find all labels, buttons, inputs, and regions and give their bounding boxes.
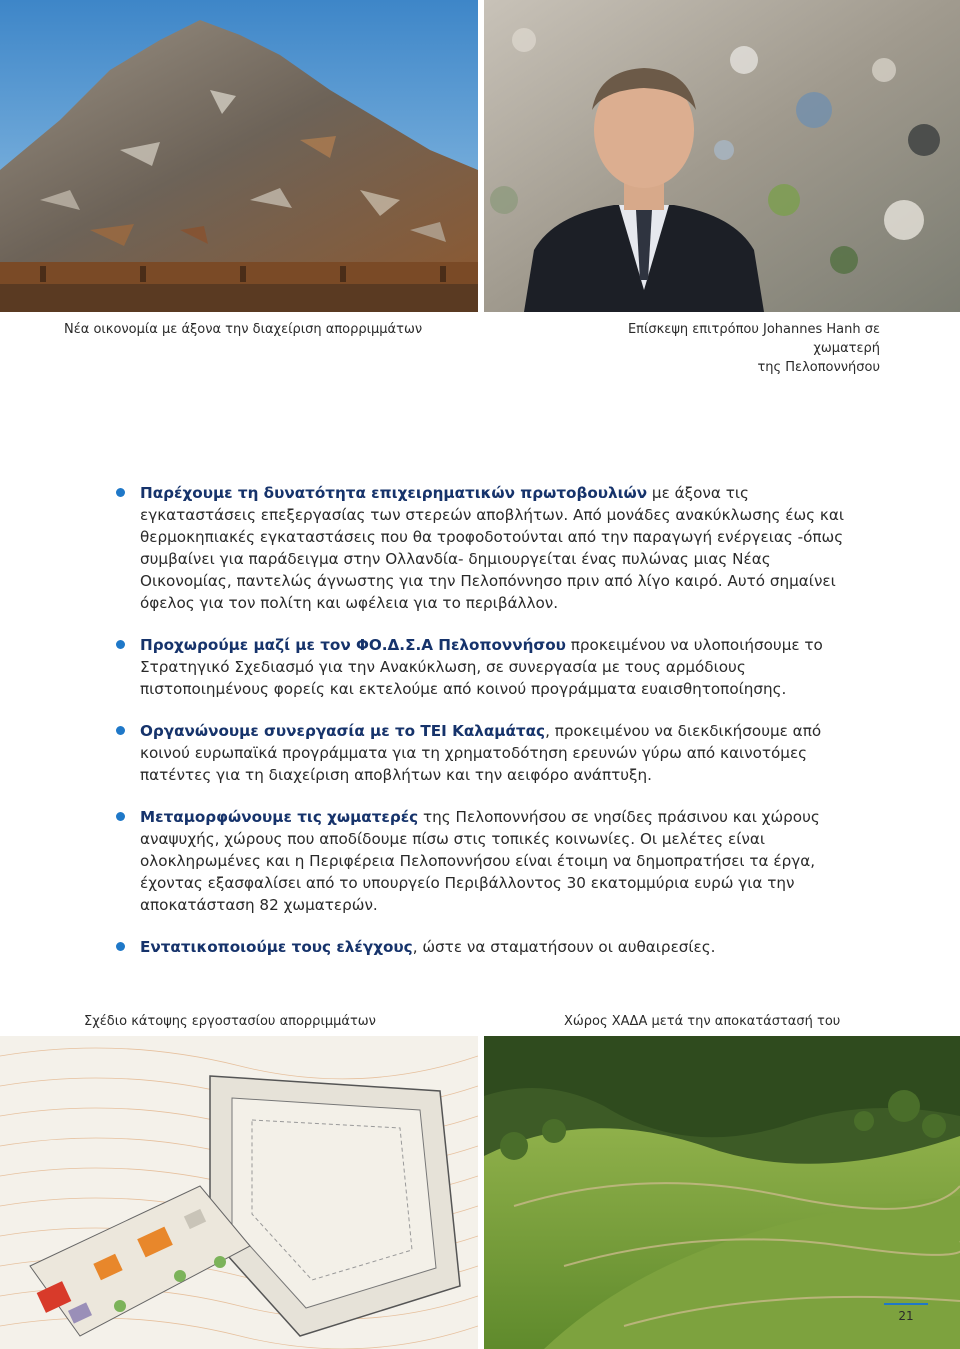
bullet-text: με άξονα τις εγκαταστάσεις επεξεργασίας των στερεών αποβλήτων. Από μονάδες ανακύκλωσης έως και θερμοκηπιακές εγκαταστάσεις που θα τροφοδοτούνται από την παραγωγή ενέργειας -όπως συμβαίνει για παράδειγμα στην Ολλανδία- δημιουργείται ένας πυλώνας μιας Νέας Οικονομίας, παντελώς άγνωστης για την Πελοπόννησο πριν από λίγο καιρό. Αυτό σημαίνει όφελος για τον πολίτη και ωφέλεια για το περιβάλλον. — [140, 484, 845, 612]
landfill-visit-photo — [484, 0, 960, 312]
bullet-item — [116, 482, 846, 614]
bullet-lead: Παρέχουμε τη δυνατότητα επιχειρηματικών πρωτοβουλιών — [140, 484, 648, 502]
bullet-dot-icon — [116, 640, 125, 649]
bullet-lead: Οργανώνουμε συνεργασία με το ΤΕΙ Καλαμάτας — [140, 722, 546, 740]
top-right-caption-line1: Επίσκεψη επιτρόπου Johannes Hanh σε χωματερή — [627, 322, 880, 356]
top-right-caption-line2: της Πελοποννήσου — [757, 360, 880, 375]
top-right-caption — [560, 320, 880, 377]
scrap-metal-photo — [0, 0, 478, 312]
bullet-text: , προκειμένου να διεκδικήσουμε από κοινού ευρωπαϊκά προγράμματα για τη χρηματοδότηση ερευνών γύρω από καινοτόμες πατέντες για τη διαχείριση αποβλήτων και την αειφόρο ανάπτυξη. — [140, 722, 822, 784]
bullet-text: , ώστε να σταματήσουν οι αυθαιρεσίες. — [412, 938, 716, 956]
bullet-lead: Προχωρούμε μαζί με τον ΦΟ.Δ.Σ.Α Πελοποννήσου — [140, 636, 566, 654]
bullet-lead: Μεταμορφώνουμε τις χωματερές — [140, 808, 419, 826]
bottom-right-caption: Χώρος ΧΑΔΑ μετά την αποκατάστασή του — [564, 1014, 841, 1029]
bullet-dot-icon — [116, 812, 125, 821]
bullet-item — [116, 634, 846, 700]
bullet-dot-icon — [116, 942, 125, 951]
site-plan-drawing — [0, 1036, 478, 1349]
bullet-lead: Εντατικοποιούμε τους ελέγχους — [140, 938, 413, 956]
bottom-left-caption: Σχέδιο κάτοψης εργοστασίου απορριμμάτων — [84, 1014, 376, 1029]
page-number: 21 — [884, 1303, 928, 1327]
bullet-item — [116, 806, 846, 916]
top-left-caption: Νέα οικονομία με άξονα την διαχείριση απορριμμάτων — [64, 322, 423, 337]
bullet-list — [116, 482, 846, 958]
bullet-item — [116, 720, 846, 786]
bullet-item — [116, 936, 846, 958]
bullet-text: προκειμένου να υλοποιήσουμε το Στρατηγικό Σχεδιασμό για την Ανακύκλωση, σε συνεργασία με τους αρμόδιους πιστοποιημένους φορείς και εκτελούμε από κοινού προγράμματα ευαισθητοποίησης. — [140, 636, 823, 698]
bullet-dot-icon — [116, 488, 125, 497]
bullet-dot-icon — [116, 726, 125, 735]
bullet-text: της Πελοποννήσου σε νησίδες πράσινου και χώρους αναψυχής, χώρους που αποδίδουμε πίσω στις τοπικές κοινωνίες. Οι μελέτες είναι ολοκληρωμένες και η Περιφέρεια Πελοποννήσου είναι έτοιμη να δημοπρατήσει τα έργα, έχοντας εξασφαλίσει από το υπουργείο Περιβάλλοντος 30 εκατομμύρια ευρώ για την αποκατάσταση 82 χωματερών. — [140, 808, 820, 914]
